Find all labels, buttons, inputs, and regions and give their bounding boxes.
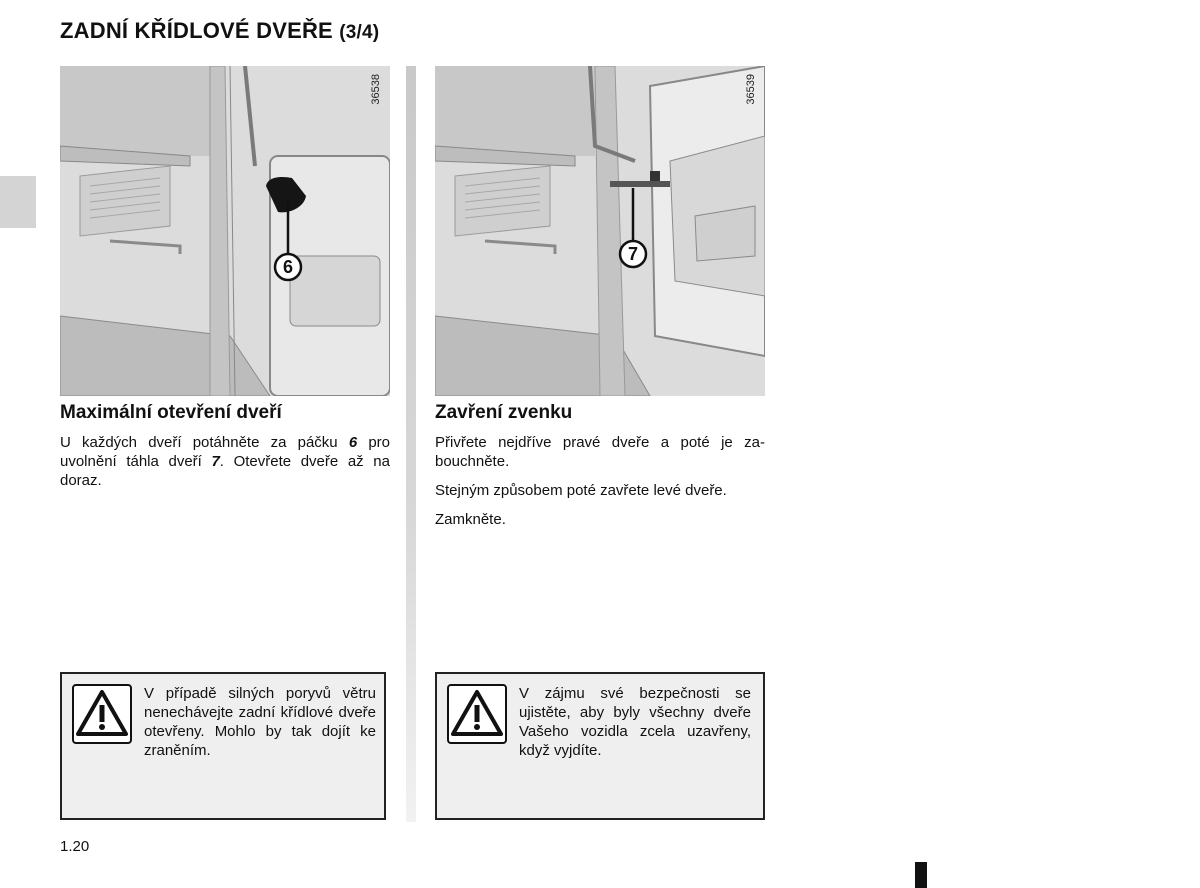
paragraph-text: U každých dveří potáhněte za páčku: [60, 434, 349, 451]
paragraph-text: pro uvolnění táhla dveří: [60, 434, 391, 470]
reference-rod: 7: [211, 453, 220, 470]
section-heading-open: Maximální otevření dveří: [60, 402, 282, 423]
reference-lever: 6: [348, 434, 358, 451]
column-divider: [406, 66, 416, 822]
callout-6-label: 6: [282, 257, 294, 277]
figure-number: 36539: [745, 74, 757, 105]
paragraph-open-instructions: [60, 433, 390, 490]
paragraph-close-step-1: Přivřete nejdříve pravé dveře a poté je za-bouchněte.: [435, 434, 765, 470]
callout-7-label: 7: [627, 244, 639, 264]
page-edge-marker: [915, 862, 927, 888]
warning-box-doors-closed: [435, 672, 765, 820]
door-rod-illustration: [435, 66, 765, 396]
warning-box-wind: [60, 672, 386, 820]
warning-triangle-icon: [447, 684, 507, 744]
figure-door-rod: [435, 66, 765, 396]
warning-text: V případě silných poryvů větru nenechávejte zadní křídlové dveře otevřeny. Mohlo by tak dojít ke zraněním.: [144, 685, 376, 759]
page-title-text: ZADNÍ KŘÍDLOVÉ DVEŘE: [60, 18, 333, 43]
page-number: 1.20: [60, 838, 90, 855]
figure-number: 36538: [370, 74, 382, 105]
figure-door-lever: [60, 66, 390, 396]
page-title: [60, 18, 379, 44]
paragraph-close-step-2: Stejným způsobem poté zavřete levé dveře.: [435, 482, 727, 499]
warning-text: V zájmu své bezpečnosti se ujistěte, aby byly všechny dveře Vašeho vozidla zcela uzavřeny, když vyjdíte.: [519, 685, 751, 759]
warning-triangle-icon: [72, 684, 132, 744]
section-heading-close: Zavření zvenku: [435, 402, 573, 423]
page-indicator: (3/4): [339, 22, 380, 43]
chapter-tab: [0, 176, 36, 228]
paragraph-text: . Otevřete dveře až na doraz.: [60, 453, 390, 489]
paragraph-close-step-3: Zamkněte.: [435, 511, 506, 528]
door-lever-illustration: [60, 66, 390, 396]
